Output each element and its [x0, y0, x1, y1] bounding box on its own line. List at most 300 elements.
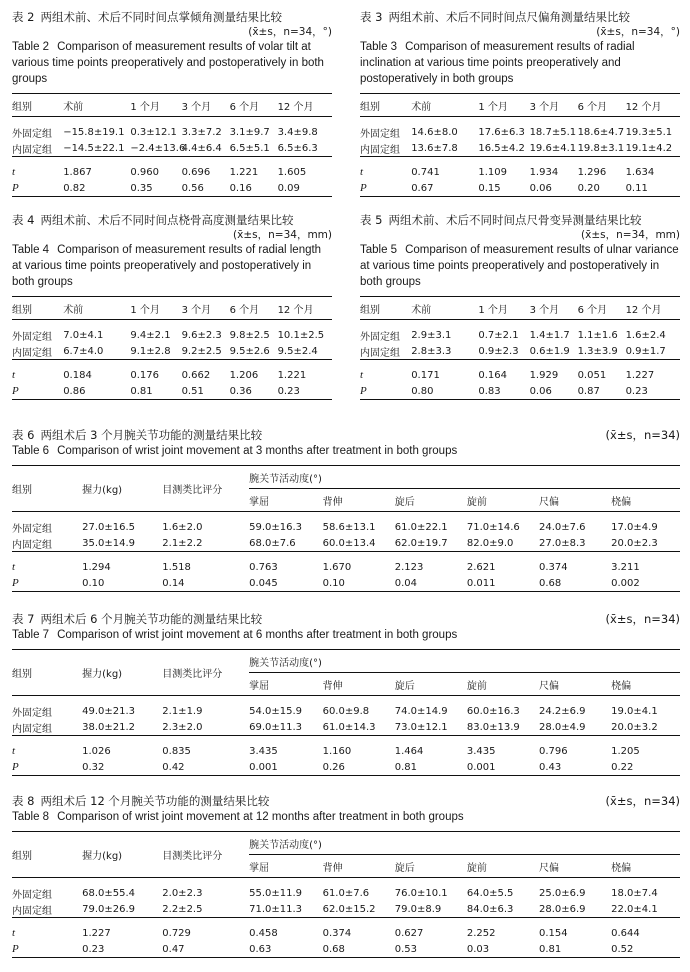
table-cell: 49.0±21.3 — [82, 705, 136, 717]
table-cell: 1.227 — [625, 369, 655, 381]
table-cell: 19.6±4.1 — [530, 140, 578, 157]
table-cell: 2.252 — [466, 927, 496, 939]
table-cell: 27.0±16.5 — [82, 521, 136, 533]
table-cell: 1.294 — [82, 561, 111, 573]
column-header-rom-sub: 掌屈 — [249, 673, 322, 696]
column-header: 术前 — [411, 94, 478, 117]
table-cell: 68.0±55.4 — [82, 887, 136, 899]
table-cell: 9.5±2.4 — [278, 343, 332, 360]
column-header: 1 个月 — [130, 94, 181, 117]
row-label: 内固定组 — [12, 140, 63, 157]
column-header-group: 组别 — [12, 650, 82, 696]
table-cell: 64.0±5.5 — [466, 887, 514, 899]
table-cell: 9.5±2.6 — [230, 343, 278, 360]
row-label: P — [360, 180, 411, 197]
external-fixation-row — [360, 124, 680, 140]
column-header: 12 个月 — [278, 94, 332, 117]
table-cell: 9.8±2.5 — [229, 329, 270, 341]
external-fixation-row — [12, 124, 332, 140]
column-header-rom-sub: 旋前 — [467, 489, 539, 512]
table-cell: 2.8±3.3 — [411, 343, 478, 360]
table-cell: 18.6±4.7 — [577, 126, 625, 138]
table-number-cn: 表 7 — [12, 612, 35, 626]
table-cell: 83.0±13.9 — [467, 719, 539, 736]
table-cell: 0.011 — [467, 575, 539, 592]
table-cell: 14.6±8.0 — [411, 126, 458, 138]
spacer — [12, 157, 63, 165]
table-title-en — [12, 809, 680, 825]
table-title-cn — [360, 213, 680, 228]
table-cell: 20.0±3.2 — [611, 719, 680, 736]
table-cell: 0.176 — [130, 369, 160, 381]
table-cell: −15.8±19.1 — [63, 126, 125, 138]
table-title-en — [12, 443, 680, 459]
table-cell: 1.221 — [229, 166, 259, 178]
table-statistic-note: (x̄±s，n=34，°) — [248, 26, 332, 38]
data-table — [12, 831, 680, 958]
table-cell: 0.835 — [162, 745, 191, 757]
table-cell: 28.0±6.9 — [539, 901, 611, 918]
table-cell: 0.662 — [181, 369, 211, 381]
table-cell: 0.23 — [626, 383, 680, 400]
internal-fixation-row — [12, 719, 680, 736]
column-header-rom-sub: 背伸 — [323, 855, 395, 878]
row-label: 内固定组 — [360, 140, 411, 157]
table-cell: 2.1±1.9 — [162, 705, 203, 717]
table-title-cn — [12, 612, 680, 627]
column-header-rom-sub: 旋后 — [395, 855, 467, 878]
row-label: 外固定组 — [360, 128, 400, 140]
column-header: 3 个月 — [182, 94, 230, 117]
table-number-cn: 表 3 — [360, 10, 383, 24]
table-cell: 25.0±6.9 — [539, 887, 586, 899]
table-cell: 1.6±2.0 — [162, 521, 203, 533]
table-cell: 0.001 — [249, 759, 322, 776]
table-caption-cn: 两组术前、术后不同时间点尺骨变异测量结果比较 — [388, 213, 642, 227]
table-number-en: Table 6 — [12, 445, 50, 457]
column-header-group: 组别 — [360, 94, 411, 117]
table-cell: −14.5±22.1 — [63, 140, 130, 157]
table-cell: 0.741 — [411, 166, 440, 178]
table-cell: 0.23 — [82, 941, 162, 958]
row-label: t — [12, 561, 16, 573]
column-header: 12 个月 — [626, 297, 680, 320]
table-cell: 0.04 — [395, 575, 467, 592]
external-fixation-row — [12, 885, 680, 901]
row-label: 内固定组 — [12, 535, 82, 552]
table-cell: 71.0±14.6 — [466, 521, 520, 533]
table-cell: 0.10 — [82, 575, 162, 592]
data-table — [360, 296, 680, 400]
spacer — [360, 320, 411, 328]
row-label: 外固定组 — [12, 331, 52, 343]
table-cell: 62.0±15.2 — [323, 901, 395, 918]
column-header: 术前 — [63, 297, 130, 320]
table-cell: 0.154 — [539, 927, 568, 939]
row-label: P — [12, 180, 63, 197]
column-header-rom-sub: 桡偏 — [611, 673, 680, 696]
table-cell: 0.47 — [162, 941, 249, 958]
table-cell: 74.0±14.9 — [394, 705, 448, 717]
table-cell: 1.205 — [611, 745, 640, 757]
table-cell: 35.0±14.9 — [82, 535, 162, 552]
table-cell: 0.20 — [578, 180, 626, 197]
table-cell: 1.605 — [277, 166, 307, 178]
row-label: t — [360, 166, 364, 178]
table-cell: 0.627 — [394, 927, 424, 939]
table-2-block — [12, 10, 332, 197]
table-statistic-note: (x̄±s，n=34) — [605, 794, 680, 808]
table-cell: 0.87 — [578, 383, 626, 400]
spacer — [12, 552, 82, 560]
table-number-cn: 表 2 — [12, 10, 35, 24]
internal-fixation-row — [12, 901, 680, 918]
table-number-en: Table 3 — [360, 41, 398, 53]
table-caption-en: Comparison of wrist joint movement at 6 months after treatment in both groups — [57, 629, 458, 641]
spacer — [12, 512, 82, 520]
column-header-grip: 握力(kg) — [82, 832, 162, 878]
table-cell: 3.1±9.7 — [229, 126, 270, 138]
table-cell: 3.3±7.2 — [181, 126, 222, 138]
table-cell: 19.8±3.1 — [578, 140, 626, 157]
table-cell: 60.0±16.3 — [466, 705, 520, 717]
table-cell: 0.36 — [230, 383, 278, 400]
table-cell: 79.0±26.9 — [82, 901, 162, 918]
table-cell: 38.0±21.2 — [82, 719, 162, 736]
table-cell: 9.6±2.3 — [181, 329, 222, 341]
column-header-vas: 目测类比评分 — [162, 650, 249, 696]
table-cell: 82.0±9.0 — [467, 535, 539, 552]
column-header: 12 个月 — [278, 297, 332, 320]
table-caption-en: Comparison of measurement results of radial length at various time points preoperatively and postoperatively in both groups — [12, 244, 322, 288]
table-cell: 0.26 — [323, 759, 395, 776]
table-title-en — [12, 627, 680, 643]
table-cell: 0.68 — [539, 575, 611, 592]
table-title-cn — [12, 794, 680, 809]
table-caption-en: Comparison of measurement results of volar tilt at various time points preoperatively and postoperatively in both groups — [12, 41, 324, 85]
t-value-row — [360, 164, 680, 180]
column-header-rom-sub: 旋前 — [467, 673, 539, 696]
table-cell: 71.0±11.3 — [249, 901, 322, 918]
column-header-rom-sub: 桡偏 — [611, 855, 680, 878]
t-value-row — [12, 743, 680, 759]
table-caption-cn: 两组术前、术后不同时间点掌倾角测量结果比较 — [40, 10, 282, 24]
table-cell: 20.0±2.3 — [611, 535, 680, 552]
table-cell: 68.0±7.6 — [249, 535, 322, 552]
table-cell: 1.518 — [162, 561, 191, 573]
row-label: t — [12, 927, 16, 939]
row-label: P — [360, 383, 411, 400]
table-cell: 0.32 — [82, 759, 162, 776]
table-cell: 0.9±2.3 — [478, 343, 529, 360]
table-cell: 0.81 — [539, 941, 611, 958]
table-cell: 0.002 — [611, 575, 680, 592]
spacer — [360, 157, 411, 165]
spacer — [12, 878, 82, 886]
table-cell: 22.0±4.1 — [611, 901, 680, 918]
table-caption-en: Comparison of measurement results of radial inclination at various time points preoperatively and postoperatively in both groups — [360, 41, 635, 85]
table-statistic-note: (x̄±s，n=34，mm) — [233, 229, 332, 241]
p-value-row — [12, 941, 680, 958]
t-value-row — [12, 559, 680, 575]
table-cell: 0.171 — [411, 369, 440, 381]
table-cell: 0.35 — [130, 180, 181, 197]
t-value-row — [12, 164, 332, 180]
table-cell: 0.3±12.1 — [130, 126, 177, 138]
table-cell: 62.0±19.7 — [395, 535, 467, 552]
table-title-en — [12, 39, 332, 87]
table-cell: 19.3±5.1 — [625, 126, 673, 138]
table-title-cn — [360, 10, 680, 25]
table-cell: 84.0±6.3 — [467, 901, 539, 918]
column-header: 6 个月 — [578, 94, 626, 117]
table-cell: 9.4±2.1 — [130, 329, 171, 341]
table-cell: 0.763 — [249, 561, 278, 573]
table-cell: 2.0±2.3 — [162, 887, 203, 899]
table-cell: 0.001 — [467, 759, 539, 776]
table-cell: 1.6±2.4 — [625, 329, 666, 341]
column-header-rom-sub: 旋后 — [395, 673, 467, 696]
table-cell: 0.63 — [249, 941, 322, 958]
table-cell: 0.10 — [323, 575, 395, 592]
table-number-en: Table 5 — [360, 244, 398, 256]
table-number-en: Table 4 — [12, 244, 50, 256]
table-cell: 1.227 — [82, 927, 111, 939]
column-header-group: 组别 — [360, 297, 411, 320]
table-cell: 6.5±6.3 — [278, 140, 332, 157]
row-label: t — [12, 745, 16, 757]
column-header-grip: 握力(kg) — [82, 466, 162, 512]
table-cell: 2.3±2.0 — [162, 719, 249, 736]
table-cell: 0.6±1.9 — [530, 343, 578, 360]
row-label: 外固定组 — [12, 707, 52, 719]
table-cell: 69.0±11.3 — [249, 719, 322, 736]
t-value-row — [360, 367, 680, 383]
table-cell: 28.0±4.9 — [539, 719, 611, 736]
column-header-rom-sub: 旋后 — [395, 489, 467, 512]
row-label: 外固定组 — [360, 331, 400, 343]
table-cell: 0.16 — [230, 180, 278, 197]
internal-fixation-row — [12, 343, 332, 360]
table-cell: 76.0±10.1 — [394, 887, 448, 899]
column-header-rom-sub: 尺偏 — [539, 489, 611, 512]
table-8-block — [12, 794, 680, 958]
column-header-vas: 目测类比评分 — [162, 832, 249, 878]
table-cell: 2.621 — [466, 561, 496, 573]
table-cell: 3.4±9.8 — [277, 126, 318, 138]
table-caption-cn: 两组术前、术后不同时间点尺偏角测量结果比较 — [388, 10, 630, 24]
row-label: P — [12, 759, 82, 776]
table-cell: 2.1±2.2 — [162, 535, 249, 552]
table-cell: 0.696 — [181, 166, 211, 178]
table-cell: 0.80 — [411, 383, 478, 400]
table-statistic-note: (x̄±s，n=34) — [605, 612, 680, 626]
table-cell: 60.0±9.8 — [322, 705, 370, 717]
spacer — [12, 117, 63, 125]
table-cell: 1.221 — [277, 369, 307, 381]
data-table — [12, 465, 680, 592]
table-cell: 0.14 — [162, 575, 249, 592]
data-table — [12, 649, 680, 776]
table-caption-cn: 两组术后 6 个月腕关节功能的测量结果比较 — [40, 612, 263, 626]
table-cell: 0.09 — [278, 180, 332, 197]
table-cell: 0.960 — [130, 166, 160, 178]
column-header-grip: 握力(kg) — [82, 650, 162, 696]
column-header: 3 个月 — [530, 94, 578, 117]
table-4-block — [12, 213, 332, 400]
table-cell: 0.53 — [395, 941, 467, 958]
table-cell: 73.0±12.1 — [395, 719, 467, 736]
table-cell: 59.0±16.3 — [249, 521, 303, 533]
table-cell: 0.22 — [611, 759, 680, 776]
table-cell: 61.0±22.1 — [394, 521, 448, 533]
table-cell: 0.729 — [162, 927, 191, 939]
table-cell: 0.164 — [478, 369, 508, 381]
table-cell: 60.0±13.4 — [323, 535, 395, 552]
table-cell: 13.6±7.8 — [411, 140, 478, 157]
table-caption-en: Comparison of wrist joint movement at 12 months after treatment in both groups — [57, 811, 464, 823]
data-table — [12, 93, 332, 197]
column-header-rom: 腕关节活动度(°) — [249, 466, 680, 489]
t-value-row — [12, 367, 332, 383]
row-label: P — [12, 575, 82, 592]
row-label: 外固定组 — [12, 128, 52, 140]
spacer — [12, 918, 82, 926]
row-label: P — [12, 941, 82, 958]
row-label: 外固定组 — [12, 889, 52, 901]
column-header: 1 个月 — [130, 297, 181, 320]
table-cell: 17.6±6.3 — [478, 126, 525, 138]
row-label: 内固定组 — [12, 343, 63, 360]
table-title-en — [360, 242, 680, 290]
table-cell: 0.52 — [611, 941, 680, 958]
internal-fixation-row — [12, 140, 332, 157]
table-cell: 1.867 — [63, 166, 92, 178]
table-title-cn — [12, 10, 332, 25]
table-cell: 0.06 — [530, 180, 578, 197]
table-3-block — [360, 10, 680, 197]
table-cell: 0.06 — [530, 383, 578, 400]
table-cell: 27.0±8.3 — [539, 535, 611, 552]
table-cell: 19.0±4.1 — [611, 705, 658, 717]
table-cell: 24.2±6.9 — [539, 705, 586, 717]
column-header: 6 个月 — [578, 297, 626, 320]
table-cell: 0.184 — [63, 369, 92, 381]
table-cell: 1.109 — [478, 166, 508, 178]
row-label: 外固定组 — [12, 523, 52, 535]
table-cell: 0.03 — [467, 941, 539, 958]
column-header-group: 组别 — [12, 94, 63, 117]
spacer — [12, 736, 82, 744]
table-caption-cn: 两组术后 3 个月腕关节功能的测量结果比较 — [40, 428, 263, 442]
table-6-block — [12, 428, 680, 592]
table-number-cn: 表 8 — [12, 794, 35, 808]
table-cell: 2.2±2.5 — [162, 901, 249, 918]
table-cell: 2.9±3.1 — [411, 329, 452, 341]
table-cell: 54.0±15.9 — [249, 705, 303, 717]
table-cell: 19.1±4.2 — [626, 140, 680, 157]
table-cell: 1.206 — [229, 369, 259, 381]
table-statistic-note: (x̄±s，n=34，°) — [596, 26, 680, 38]
table-caption-cn: 两组术前、术后不同时间点桡骨高度测量结果比较 — [40, 213, 294, 227]
column-header-vas: 目测类比评分 — [162, 466, 249, 512]
table-cell: 18.0±7.4 — [611, 887, 658, 899]
table-cell: 1.026 — [82, 745, 111, 757]
external-fixation-row — [360, 327, 680, 343]
table-cell: −2.4±13.6 — [130, 140, 181, 157]
table-cell: 0.644 — [611, 927, 640, 939]
p-value-row — [360, 383, 680, 400]
internal-fixation-row — [360, 140, 680, 157]
column-header-rom-sub: 桡偏 — [611, 489, 680, 512]
table-number-cn: 表 6 — [12, 428, 35, 442]
column-header-rom-sub: 掌屈 — [249, 855, 322, 878]
external-fixation-row — [12, 703, 680, 719]
table-number-en: Table 2 — [12, 41, 50, 53]
table-cell: 0.81 — [395, 759, 467, 776]
table-cell: 0.796 — [539, 745, 568, 757]
table-cell: 10.1±2.5 — [277, 329, 325, 341]
table-statistic-note: (x̄±s，n=34，mm) — [581, 229, 680, 241]
spacer — [360, 360, 411, 368]
column-header-rom-sub: 尺偏 — [539, 673, 611, 696]
column-header-rom-sub: 掌屈 — [249, 489, 322, 512]
column-header-rom-sub: 尺偏 — [539, 855, 611, 878]
table-title-en — [360, 39, 680, 87]
data-table — [12, 296, 332, 400]
table-cell: 0.045 — [249, 575, 322, 592]
table-cell: 0.458 — [249, 927, 278, 939]
table-cell: 3.211 — [611, 561, 640, 573]
table-cell: 1.670 — [322, 561, 352, 573]
column-header-group: 组别 — [12, 297, 63, 320]
table-cell: 79.0±8.9 — [395, 901, 467, 918]
column-header: 3 个月 — [530, 297, 578, 320]
table-cell: 3.435 — [466, 745, 496, 757]
table-cell: 0.051 — [577, 369, 607, 381]
row-label: 内固定组 — [12, 719, 82, 736]
table-cell: 9.2±2.5 — [182, 343, 230, 360]
table-title-cn — [12, 213, 332, 228]
data-table — [360, 93, 680, 197]
row-label: t — [12, 166, 16, 178]
table-cell: 0.15 — [478, 180, 529, 197]
row-label: P — [12, 383, 63, 400]
column-header: 6 个月 — [230, 297, 278, 320]
table-cell: 0.81 — [130, 383, 181, 400]
table-caption-en: Comparison of measurement results of ulnar variance at various time points preoperatively and postoperatively in both groups — [360, 244, 679, 288]
spacer — [12, 696, 82, 704]
table-cell: 0.82 — [63, 180, 130, 197]
table-cell: 0.67 — [411, 180, 478, 197]
table-cell: 61.0±14.3 — [323, 719, 395, 736]
column-header: 12 个月 — [626, 94, 680, 117]
table-cell: 7.0±4.1 — [63, 329, 104, 341]
table-cell: 1.4±1.7 — [529, 329, 570, 341]
column-header-rom-sub: 背伸 — [323, 673, 395, 696]
table-cell: 9.1±2.8 — [130, 343, 181, 360]
table-cell: 0.23 — [278, 383, 332, 400]
spacer — [12, 360, 63, 368]
p-value-row — [12, 180, 332, 197]
column-header-rom-sub: 旋前 — [467, 855, 539, 878]
external-fixation-row — [12, 327, 332, 343]
table-cell: 24.0±7.6 — [539, 521, 586, 533]
table-cell: 0.68 — [323, 941, 395, 958]
table-cell: 1.934 — [529, 166, 559, 178]
table-cell: 0.374 — [322, 927, 352, 939]
table-number-en: Table 8 — [12, 811, 50, 823]
